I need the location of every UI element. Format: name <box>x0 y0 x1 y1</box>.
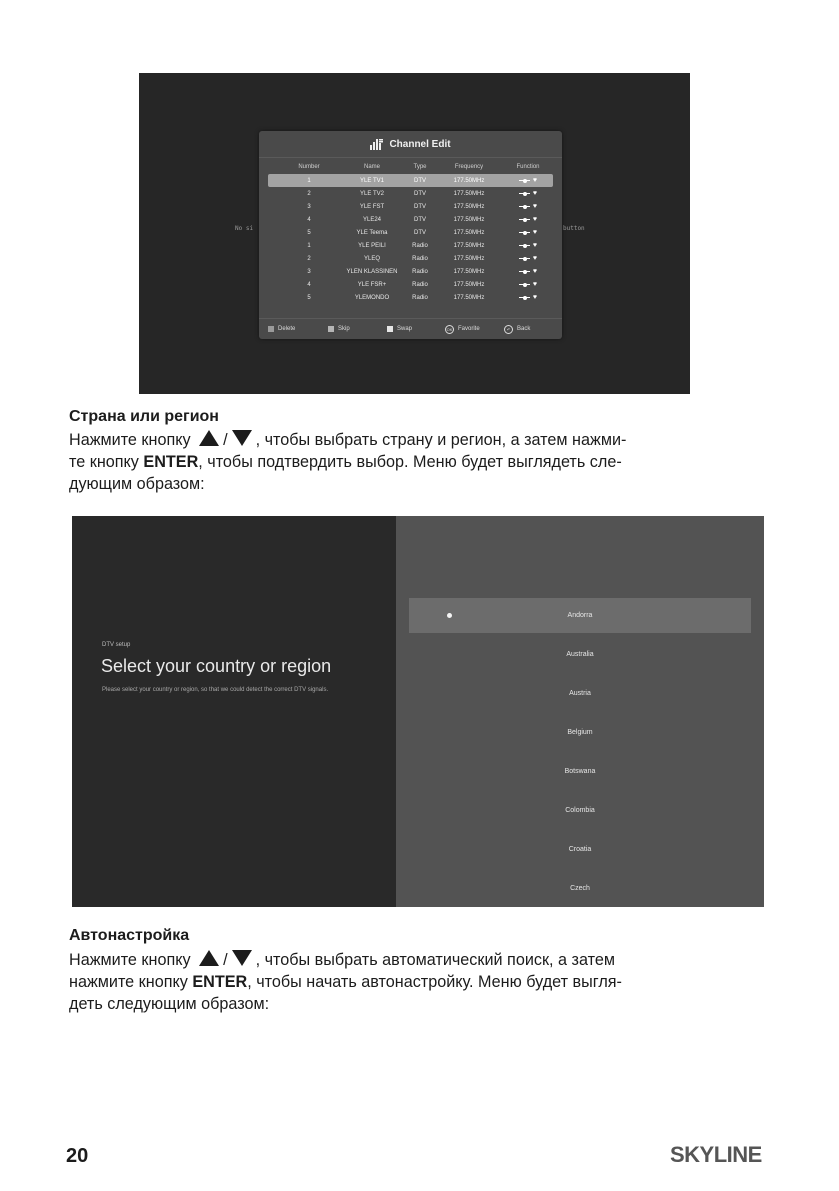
text-fragment: те кнопку <box>69 453 144 471</box>
back-circle-icon: ↶ <box>504 325 513 334</box>
channel-frequency: 177.50MHz <box>453 268 485 275</box>
text-fragment: Нажмите кнопку <box>69 951 191 969</box>
channel-function <box>503 242 553 249</box>
channel-name: YLE TV1 <box>360 177 384 184</box>
channel-frequency: 177.50MHz <box>453 203 485 210</box>
channel-row[interactable] <box>268 291 553 304</box>
channel-number: 1 <box>307 177 311 184</box>
skip-hint[interactable] <box>328 326 350 332</box>
channel-function <box>503 229 553 236</box>
brand-logo: SKYLINE <box>670 1142 762 1167</box>
channel-number: 3 <box>307 203 311 210</box>
channel-type: DTV <box>414 203 426 210</box>
channel-row[interactable] <box>268 226 553 239</box>
enter-key-text: ENTER <box>192 973 248 991</box>
country-label: Colombia <box>565 807 595 814</box>
channel-row[interactable] <box>268 252 553 265</box>
channel-number: 2 <box>307 190 311 197</box>
channel-row[interactable] <box>268 278 553 291</box>
country-label: Belgium <box>567 729 593 736</box>
channel-name: YLEQ <box>363 255 380 262</box>
channel-row[interactable] <box>268 265 553 278</box>
section-paragraph-autotune <box>69 949 769 1015</box>
column-name: Name <box>363 164 380 170</box>
heart-icon: ♥ <box>532 255 538 262</box>
slash-text: / <box>223 431 228 449</box>
channel-table-header <box>259 160 562 174</box>
channel-frequency: 177.50MHz <box>453 229 485 236</box>
move-icon <box>519 270 530 274</box>
enter-key-text: ENTER <box>143 453 199 471</box>
text-fragment: , чтобы начать автонастройку. Меню будет выгля- <box>247 973 622 991</box>
move-icon <box>519 192 530 196</box>
country-item[interactable] <box>409 793 751 828</box>
yellow-square-icon <box>387 326 393 332</box>
channel-type: Radio <box>412 255 428 262</box>
channel-function <box>503 281 553 288</box>
channel-type: Radio <box>412 281 428 288</box>
heart-icon: ♥ <box>532 216 538 223</box>
channel-row[interactable] <box>268 213 553 226</box>
channel-frequency: 177.50MHz <box>453 242 485 249</box>
country-label: Australia <box>566 651 594 658</box>
channel-type: DTV <box>414 190 426 197</box>
channel-type: DTV <box>414 229 426 236</box>
channel-frequency: 177.50MHz <box>453 177 485 184</box>
channel-edit-footer <box>259 318 562 339</box>
arrow-up-icon <box>199 950 219 966</box>
country-label: Czech <box>570 885 590 892</box>
move-icon <box>519 218 530 222</box>
heart-icon: ♥ <box>532 229 538 236</box>
channel-function <box>503 190 553 197</box>
channel-type: Radio <box>412 294 428 301</box>
no-signal-text-left: No si <box>235 225 254 232</box>
no-signal-text-right: button <box>563 225 585 232</box>
move-icon <box>519 257 530 261</box>
channel-number: 4 <box>307 216 311 223</box>
column-function: Function <box>516 164 540 170</box>
move-icon <box>519 244 530 248</box>
section-heading-country: Страна или регион <box>69 408 219 425</box>
dtv-setup-label: DTV setup <box>102 642 131 648</box>
channel-edit-title: Channel Edit <box>389 138 451 150</box>
move-icon <box>519 283 530 287</box>
channel-frequency: 177.50MHz <box>453 294 485 301</box>
section-paragraph-country <box>69 429 769 495</box>
channel-number: 3 <box>307 268 311 275</box>
text-fragment: нажмите кнопку <box>69 973 193 991</box>
channel-type: Radio <box>412 268 428 275</box>
page-number: 20 <box>66 1145 89 1167</box>
channel-name: YLEN KLASSINEN <box>346 268 398 275</box>
text-fragment: , чтобы выбрать автоматический поиск, а затем <box>255 951 615 969</box>
text-fragment: , чтобы выбрать страну и регион, а затем нажми- <box>255 431 627 449</box>
heart-icon: ♥ <box>532 190 538 197</box>
heart-icon: ♥ <box>532 294 538 301</box>
back-label: Back <box>517 326 531 332</box>
channel-function <box>503 203 553 210</box>
country-item[interactable] <box>409 637 751 672</box>
channel-row[interactable] <box>268 200 553 213</box>
paragraph-line <box>69 429 769 451</box>
channel-function <box>503 294 553 301</box>
channel-edit-dialog <box>259 131 562 339</box>
heart-icon: ♥ <box>532 242 538 249</box>
delete-label: Delete <box>278 326 296 332</box>
arrow-down-icon <box>232 430 252 446</box>
delete-hint[interactable] <box>268 326 295 332</box>
red-square-icon <box>268 326 274 332</box>
channel-list <box>259 174 562 304</box>
country-item[interactable] <box>409 676 751 711</box>
favorite-hint[interactable] <box>445 325 480 334</box>
column-frequency: Frequency <box>454 164 484 170</box>
country-item[interactable] <box>409 754 751 789</box>
setup-info-pane <box>72 516 396 907</box>
move-icon <box>519 231 530 235</box>
arrow-up-icon <box>199 430 219 446</box>
paragraph-line <box>69 971 769 993</box>
paragraph-line <box>69 949 769 971</box>
channel-frequency: 177.50MHz <box>453 281 485 288</box>
paragraph-line: дующим образом: <box>69 475 205 493</box>
channel-frequency: 177.50MHz <box>453 255 485 262</box>
country-label: Botswana <box>564 768 596 775</box>
column-number: Number <box>298 164 320 170</box>
country-label: Austria <box>569 690 591 697</box>
section-heading-autotune: Автонастройка <box>69 927 190 944</box>
favorite-label: Favorite <box>458 326 480 332</box>
channel-name: YLE FST <box>359 203 385 210</box>
country-select-description: Please select your country or region, so that we could detect the correct DTV signals. <box>102 687 329 693</box>
channel-name: YLE PEILI <box>358 242 386 249</box>
channel-frequency: 177.50MHz <box>453 190 485 197</box>
country-select-title: Select your country or region <box>101 656 332 676</box>
country-item[interactable] <box>409 832 751 867</box>
channel-edit-screenshot <box>139 73 690 394</box>
channel-row[interactable] <box>268 187 553 200</box>
channel-name: YLE TV2 <box>360 190 384 197</box>
selected-radio-icon <box>447 613 452 618</box>
channel-type: DTV <box>414 177 426 184</box>
channel-function <box>503 216 553 223</box>
text-fragment: , чтобы подтвердить выбор. Меню будет выглядеть сле- <box>198 453 622 471</box>
channel-name: YLE Teema <box>356 229 388 236</box>
slash-text: / <box>223 951 228 969</box>
country-label: Andorra <box>567 612 593 619</box>
move-icon <box>519 179 530 183</box>
channel-function <box>503 255 553 262</box>
channel-type: Radio <box>412 242 428 249</box>
move-icon <box>519 296 530 300</box>
swap-label: Swap <box>397 326 413 332</box>
channel-frequency: 177.50MHz <box>453 216 485 223</box>
heart-icon: ♥ <box>532 203 538 210</box>
channel-function <box>503 177 553 184</box>
heart-icon: ♥ <box>532 268 538 275</box>
country-list <box>396 516 764 907</box>
green-square-icon <box>328 326 334 332</box>
channel-row[interactable] <box>268 239 553 252</box>
channel-function <box>503 268 553 275</box>
channel-name: YLEMONDO <box>354 294 390 301</box>
channel-name: YLE FSR+ <box>357 281 387 288</box>
paragraph-line <box>69 451 769 473</box>
heart-icon: ♥ <box>532 281 538 288</box>
channel-row[interactable] <box>268 174 553 187</box>
swap-hint[interactable] <box>387 326 412 332</box>
channel-number: 4 <box>307 281 311 288</box>
country-item[interactable] <box>409 598 751 633</box>
channel-name: YLE24 <box>362 216 381 223</box>
channel-number: 5 <box>307 229 311 236</box>
channel-number: 2 <box>307 255 311 262</box>
country-select-screenshot <box>72 516 764 907</box>
ok-circle-icon: OK <box>446 326 453 332</box>
channel-type: DTV <box>414 216 426 223</box>
paragraph-line: деть следующим образом: <box>69 995 270 1013</box>
country-label: Croatia <box>568 846 592 853</box>
move-icon <box>519 205 530 209</box>
country-item[interactable] <box>409 715 751 750</box>
channel-edit-icon <box>370 139 383 150</box>
heart-icon: ♥ <box>532 177 538 184</box>
channel-number: 5 <box>307 294 311 301</box>
skip-label: Skip <box>338 326 350 332</box>
text-fragment: Нажмите кнопку <box>69 431 191 449</box>
channel-number: 1 <box>307 242 311 249</box>
column-type: Type <box>413 164 427 170</box>
channel-edit-header <box>259 131 562 158</box>
arrow-down-icon <box>232 950 252 966</box>
back-hint[interactable] <box>504 325 530 334</box>
country-item[interactable] <box>409 871 751 906</box>
